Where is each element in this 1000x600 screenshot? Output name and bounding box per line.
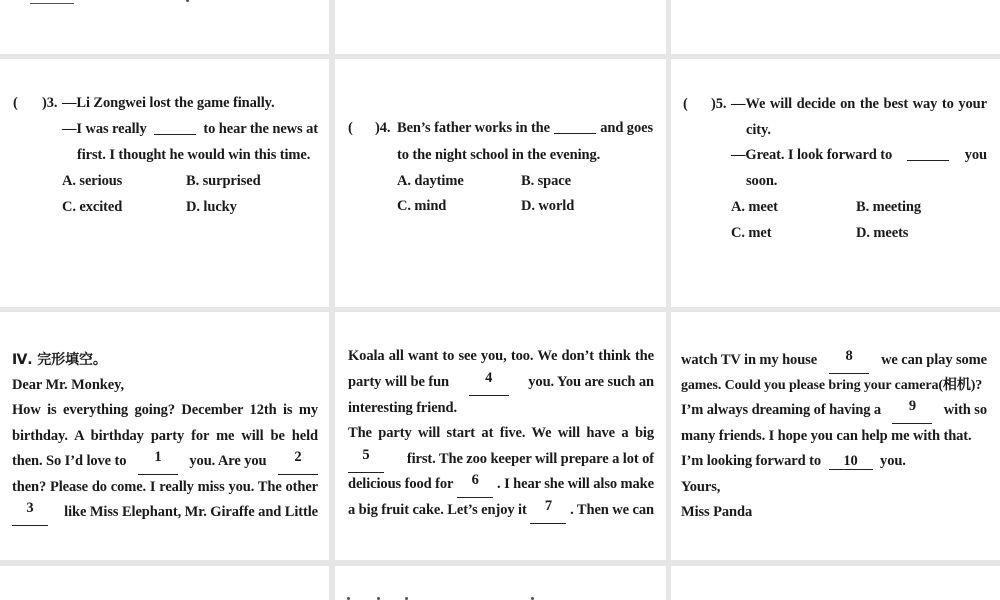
question-line: —Li Zongwei lost the game finally. xyxy=(62,95,275,111)
cut-off-answer-line xyxy=(30,3,74,4)
letter-text: I’m looking forward to xyxy=(681,453,821,469)
option-a: A. daytime xyxy=(397,173,464,189)
letter-line: games. Could you please bring your camera(相机)? xyxy=(681,378,983,393)
answer-blank xyxy=(154,121,196,135)
question-text: Ben’s father works in the xyxy=(397,120,550,136)
letter-closing: Yours, xyxy=(681,479,721,495)
question-3-panel xyxy=(0,59,329,307)
question-5-panel xyxy=(671,59,1000,307)
option-c: C. met xyxy=(731,225,772,241)
top-right-panel xyxy=(671,0,1000,54)
letter-greeting: Dear Mr. Monkey, xyxy=(12,377,124,393)
cloze-blank-5: 5 xyxy=(348,447,384,473)
letter-text: delicious food for xyxy=(348,476,454,492)
cloze-blank-9: 9 xyxy=(892,398,932,424)
question-line: city. xyxy=(746,122,771,138)
top-middle-panel xyxy=(335,0,666,54)
letter-line: birthday. A birthday party for me will be held xyxy=(12,428,318,444)
cloze-blank-1: 1 xyxy=(138,449,178,475)
answer-bracket-open: ( xyxy=(13,95,18,111)
letter-text: you. You are such an xyxy=(528,374,654,390)
letter-line xyxy=(348,447,654,473)
letter-line: The party will start at five. We will have a big xyxy=(348,425,654,441)
letter-line xyxy=(348,498,654,524)
question-line xyxy=(397,116,653,142)
section-heading: Ⅳ. 完形填空。 xyxy=(12,352,107,368)
cloze-blank-8: 8 xyxy=(829,348,869,374)
letter-text: you. Are you xyxy=(189,453,267,469)
option-d: D. lucky xyxy=(186,199,237,215)
letter-text: party will be fun xyxy=(348,374,450,390)
answer-bracket-open: ( xyxy=(348,120,353,136)
letter-line xyxy=(12,500,318,526)
option-d: D. meets xyxy=(856,225,909,241)
cloze-blank-3: 3 xyxy=(12,500,48,526)
letter-text: . I hear she will also make xyxy=(497,476,654,492)
question-text: —I was really xyxy=(62,121,147,137)
option-b: B. meeting xyxy=(856,199,922,215)
question-line: —We will decide on the best way to your xyxy=(731,96,987,112)
letter-line xyxy=(348,472,654,498)
question-number: )3. xyxy=(42,95,58,111)
cloze-blank-2: 2 xyxy=(278,449,318,475)
letter-text: I’m always dreaming of having a xyxy=(681,402,882,418)
question-text: you xyxy=(964,147,987,163)
option-a: A. serious xyxy=(62,173,123,189)
bottom-right-panel xyxy=(671,566,1000,600)
question-number: )4. xyxy=(375,120,391,136)
letter-text: a big fruit cake. Let’s enjoy it xyxy=(348,502,527,518)
option-d: D. world xyxy=(521,198,575,214)
letter-signature: Miss Panda xyxy=(681,504,753,520)
letter-line xyxy=(681,449,906,475)
option-a: A. meet xyxy=(731,199,778,215)
letter-line xyxy=(681,348,987,374)
letter-line: then? Please do come. I really miss you. The other xyxy=(12,479,318,495)
letter-line xyxy=(12,449,318,475)
bottom-left-panel xyxy=(0,566,329,600)
question-line: soon. xyxy=(746,173,778,189)
letter-line: many friends. I hope you can help me with that. xyxy=(681,428,972,444)
letter-line: How is everything going? December 12th is my xyxy=(12,402,318,418)
question-text: —Great. I look forward to xyxy=(731,147,893,163)
cloze-panel-3 xyxy=(671,312,1000,560)
option-b: B. surprised xyxy=(186,173,261,189)
option-b: B. space xyxy=(521,173,571,189)
letter-text: like Miss Elephant, Mr. Giraffe and Little xyxy=(64,504,318,520)
letter-line: Koala all want to see you, too. We don’t think the xyxy=(348,348,654,364)
question-text: to hear the news at xyxy=(203,121,318,137)
letter-line: interesting friend. xyxy=(348,400,457,416)
question-4-panel xyxy=(335,59,666,307)
question-line xyxy=(62,117,318,143)
answer-bracket-open: ( xyxy=(683,96,688,112)
cloze-blank-10: 10 xyxy=(829,453,873,470)
letter-text: with so xyxy=(943,402,987,418)
top-left-panel xyxy=(0,0,329,54)
question-number: )5. xyxy=(711,96,727,112)
letter-text: watch TV in my house xyxy=(681,352,818,368)
option-c: C. mind xyxy=(397,198,447,214)
cloze-panel-2 xyxy=(335,312,666,560)
option-c: C. excited xyxy=(62,199,123,215)
letter-text: you. xyxy=(880,453,906,469)
question-line xyxy=(731,143,987,169)
answer-blank xyxy=(554,120,596,134)
answer-blank xyxy=(907,147,949,161)
letter-text: first. The zoo keeper will prepare a lot of xyxy=(406,451,654,467)
cloze-blank-7: 7 xyxy=(530,498,566,524)
bottom-middle-panel xyxy=(335,566,666,600)
letter-text: we can play some xyxy=(881,352,987,368)
cut-off-punctuation xyxy=(186,0,189,2)
question-line: first. I thought he would win this time. xyxy=(77,147,311,163)
question-line: to the night school in the evening. xyxy=(397,147,601,163)
cloze-blank-6: 6 xyxy=(457,472,493,498)
cloze-blank-4: 4 xyxy=(469,370,509,396)
letter-line xyxy=(681,398,987,424)
question-text: and goes xyxy=(600,120,653,136)
letter-line xyxy=(348,370,654,396)
letter-text: then. So I’d love to xyxy=(12,453,127,469)
cloze-panel-1 xyxy=(0,312,329,560)
letter-text: . Then we can xyxy=(570,502,654,518)
